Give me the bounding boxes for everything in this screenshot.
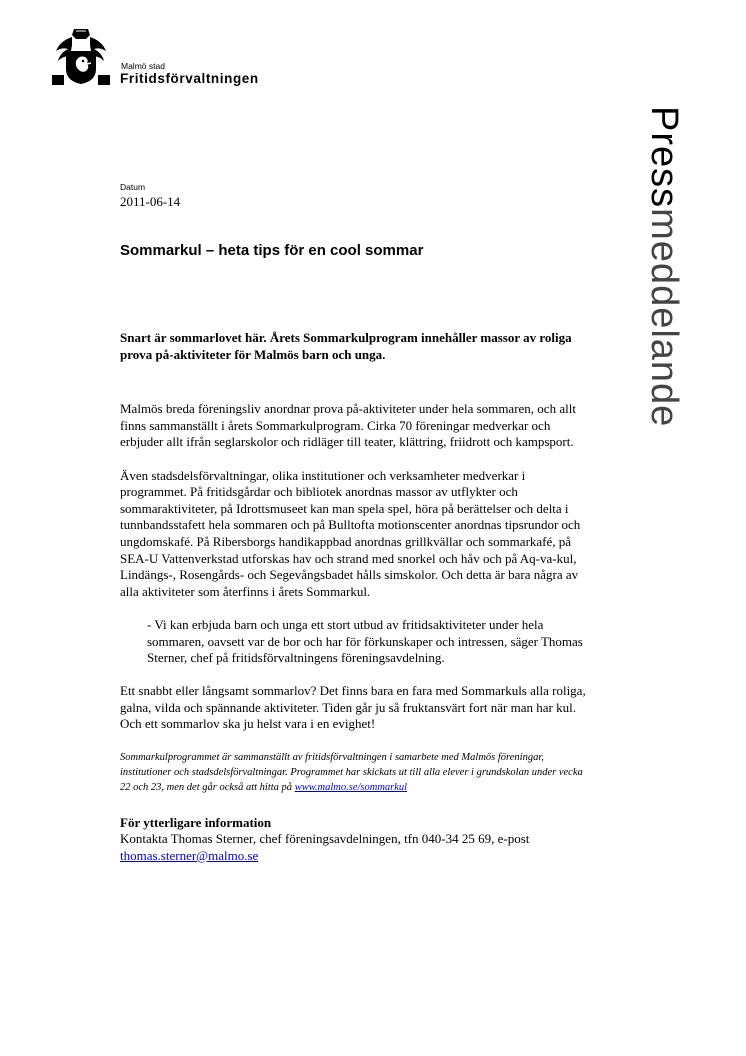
press-release-headline: Sommarkul – heta tips för en cool sommar (120, 242, 424, 259)
body-paragraph: Malmös breda föreningsliv anordnar prova på-aktiviteter under hela sommaren, och allt finns sammanställt i årets Sommarkulprogram. Cirka 70 föreningar medverkar och erbjuder allt ifrån seglarskolor och ridläger till teater, klättring, friidrott och kampsport. (120, 401, 576, 450)
date-value: 2011-06-14 (120, 194, 181, 209)
contact-text: Kontakta Thomas Sterner, chef föreningsavdelningen, tfn 040-34 25 69, e-post (120, 831, 530, 847)
contact-heading: För ytterligare information (120, 814, 272, 830)
closing-paragraph: Ett snabbt eller långsamt sommarlov? Det finns bara en fara med Sommarkuls alla roliga, galna, vilda och spännande aktiviteter. Tiden går ju så fruktansvärt fort när man har kul. Och ett sommarlov ska ju helst vara i en evighet! (120, 683, 586, 732)
organization-city: Malmö stad (121, 61, 165, 71)
contact-email-link[interactable]: thomas.sterner@malmo.se (120, 847, 259, 863)
press-release-body (120, 330, 590, 864)
program-note (120, 750, 590, 795)
program-note-text: Sommarkulprogrammet är sammanställt av fritidsförvaltningen i samarbete med Malmös föreningar, institutioner och stadsdelsförvaltningar. Programmet har skickats ut till alla elever i grundskolan under vecka 22 och 23, men det går också att hitta på (120, 751, 583, 793)
date-label: Datum (120, 182, 146, 192)
side-title-part2: meddelande (643, 208, 685, 428)
sommarkul-link[interactable]: www.malmo.se/sommarkul (294, 781, 408, 793)
side-title-part1: Press (643, 106, 685, 209)
body-paragraph: Även stadsdelsförvaltningar, olika institutioner och verksamheter medverkar i programmet. På fritidsgårdar och bibliotek anordnas massor av utflykter och sommaraktiviteter, på Idrottsmuseet kan man spela spel, höra på berättelser och delta i tunnbandsstafett hela sommaren och på Bulltofta motionscenter anordnas tipsrundor och ungdomskafé. På Ribersborgs handikappbad anordnas grillkvällar och sommarkafé, på SEA-U Vattenverkstad utforskas hav och strand med snorkel och håv och på Aq-va-kul, Lindängs-, Rosengårds- och Segevångsbadet hålls simskolor. Och detta är bara några av alla aktiviteter som återfinns i årets Sommarkul. (120, 467, 581, 599)
contact-section (120, 815, 590, 865)
quote-paragraph: - Vi kan erbjuda barn och unga ett stort utbud av fritidsaktiviteter under hela sommaren, oavsett var de bor och har för förkunskaper och intressen, säger Thomas Sterner, chef på fritidsförvaltningens föreningsavdelning. (147, 616, 583, 666)
organization-department: Fritidsförvaltningen (120, 71, 259, 86)
press-release-vertical-title (644, 106, 684, 427)
lead-paragraph: Snart är sommarlovet här. Årets Sommarkulprogram innehåller massor av roliga prova på-aktiviteter för Malmös barn och unga. (120, 330, 572, 362)
malmo-coat-of-arms-logo (52, 27, 110, 85)
